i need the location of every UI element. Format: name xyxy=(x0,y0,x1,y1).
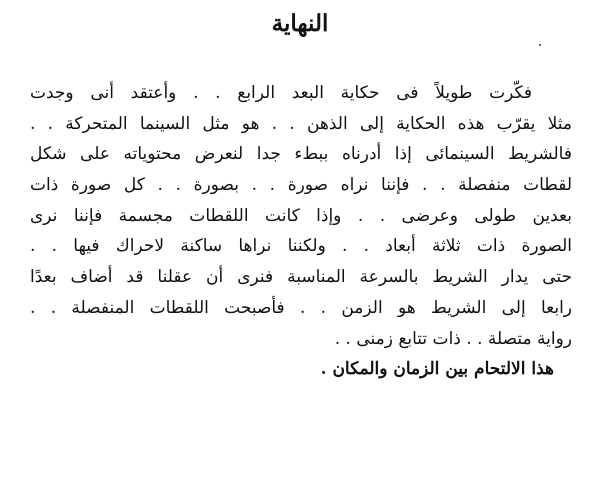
text-line-9: رواية متصلة . . ذات تتابع زمنى . . xyxy=(334,328,572,349)
text-line-3: فالشريط السينمائى إذا أدرناه ببطء جدا لنعرض محتوياته على شكل xyxy=(30,144,572,165)
text-line-4: لقطات منفصلة . . فإننا نراه صورة . . بصورة . . كل صورة ذات xyxy=(30,175,572,196)
text-line-2: مثلا يقرّب هذه الحكاية إلى الذهن . . هو مثل السينما المتحركة . . xyxy=(30,113,572,134)
print-speck xyxy=(539,44,541,46)
chapter-title: النهاية xyxy=(271,10,329,37)
text-line-8: رابعا إلى الشريط هو الزمن . . فأصبحت اللقطات المنفصلة . . xyxy=(30,297,572,318)
text-line-5: بعدين طولى وعرضى . . وإذا كانت اللقطات مجسمة فإننا نرى xyxy=(30,205,572,226)
text-line-10: هذا الالتحام بين الزمان والمكان . xyxy=(320,359,554,380)
chapter-paragraph xyxy=(30,78,572,385)
text-line-6: الصورة ذات ثلاثة أبعاد . . ولكننا نراها ساكنة لاحراك فيها . . xyxy=(30,236,572,257)
text-line-1: فكّرت طويلاً فى حكاية البعد الرابع . . وأعتقد أنى وجدت xyxy=(30,83,532,103)
text-line-7: حتى يدار الشريط بالسرعة المناسبة فنرى أن عقلنا قد أضاف بعدًا xyxy=(30,267,572,288)
